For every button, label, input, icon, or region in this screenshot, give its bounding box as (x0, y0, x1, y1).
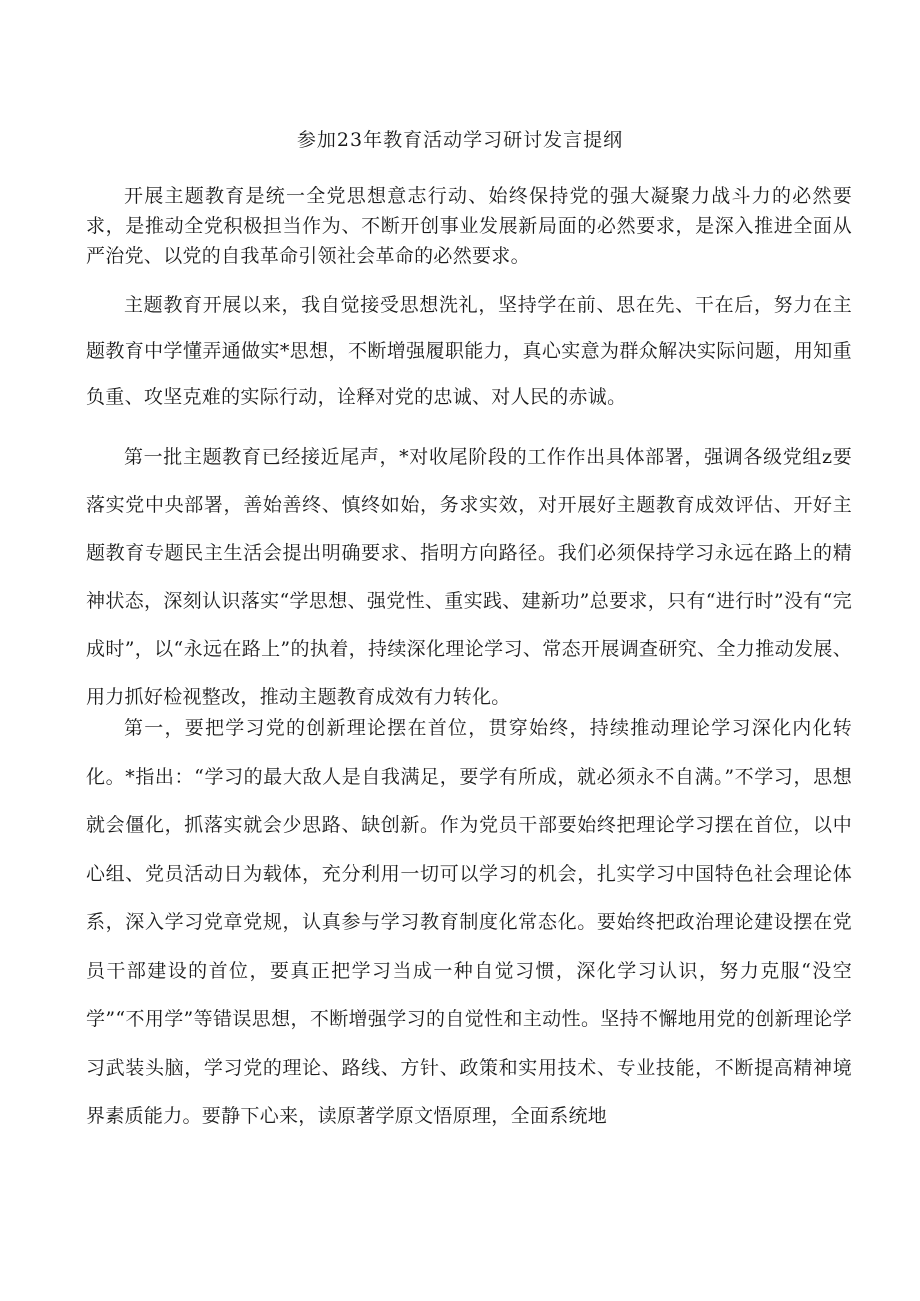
paragraph-point-one: 第一，要把学习党的创新理论摆在首位，贯穿始终，持续推动理论学习深化内化转化。*指出：“学习的最大敌人是自我满足，要学有所成，就必须永不自满。”不学习，思想就会僵化，抓落实就会少思路、缺创新。作为党员干部要始终把理论学习摆在首位，以中心组、党员活动日为载体，充分利用一切可以学习的机会，扎实学习中国特色社会理论体系，深入学习党章党规，认真参与学习教育制度化常态化。要始终把政治理论建设摆在党员干部建设的首位，要真正把学习当成一种自觉习惯，深化学习认识，努力克服“没空学”“不用学”等错误思想，不断增强学习的自觉性和主动性。坚持不懈地用党的创新理论学习武装头脑，学习党的理论、路线、方针、政策和实用技术、专业技能，不断提高精神境界素质能力。要静下心来，读原著学原文悟原理，全面系统地 (86, 717, 852, 1127)
paragraph-first-batch: 第一批主题教育已经接近尾声，*对收尾阶段的工作作出具体部署，强调各级党组z要落实党中央部署，善始善终、慎终如始，务求实效，对开展好主题教育成效评估、开好主题教育专题民主生活会提出明确要求、指明方向路径。我们必须保持学习永远在路上的精神状态，深刻认识落实“学思想、强党性、重实践、建新功”总要求，只有“进行时”没有“完成时”，以“永远在路上”的执着，持续深化理论学习、常态开展调查研究、全力推动发展、用力抓好检视整改，推动主题教育成效有力转化。 (86, 446, 852, 708)
document-title: 参加23年教育活动学习研讨发言提纲 (296, 129, 624, 151)
paragraph-intro: 开展主题教育是统一全党思想意志行动、始终保持党的强大凝聚力战斗力的必然要求，是推动全党积极担当作为、不断开创事业发展新局面的必然要求，是深入推进全面从严治党、以党的自我革命引领社会革命的必然要求。 (86, 185, 852, 267)
paragraph-personal-study: 主题教育开展以来，我自觉接受思想洗礼，坚持学在前、思在先、干在后，努力在主题教育中学懂弄通做实*思想，不断增强履职能力，真心实意为群众解决实际问题，用知重负重、攻坚克难的实际行动，诠释对党的忠诚、对人民的赤诚。 (86, 294, 852, 408)
